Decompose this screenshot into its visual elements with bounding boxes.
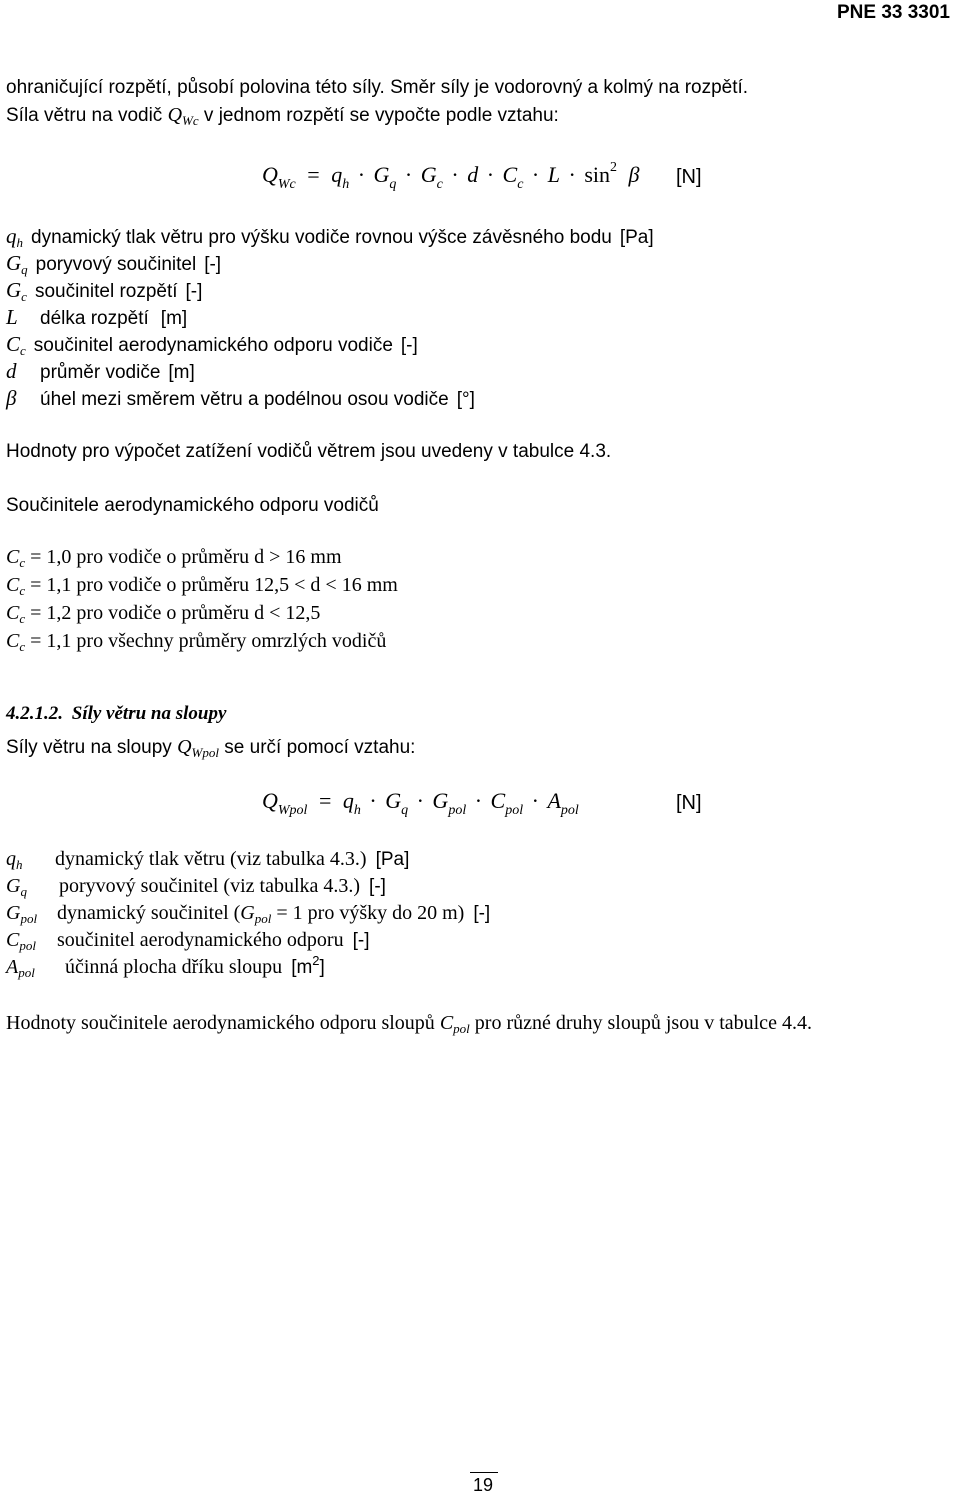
eq2-lhs-sub: Wpol <box>277 803 308 818</box>
poles-intro-post: se určí pomocí vztahu: <box>219 737 416 758</box>
coefficient-symbol: C <box>6 574 20 596</box>
eq1-q-sub: h <box>342 177 350 192</box>
coefficient-row <box>6 630 398 658</box>
definition-symbol-sub: pol <box>20 911 38 926</box>
eq2-lhs: Q <box>262 788 278 813</box>
section-title: Síly větru na sloupy <box>71 703 227 724</box>
definition-unit <box>291 953 325 978</box>
section-heading <box>6 702 226 726</box>
definition-row <box>6 875 490 902</box>
definition-symbol: C <box>6 929 20 951</box>
definition-unit: [-] <box>185 281 203 302</box>
section-number: 4.2.1.2. <box>6 703 63 724</box>
definition-inline-symbol-sub: pol <box>254 911 272 926</box>
definition-row <box>6 305 654 332</box>
definition-symbol: q <box>6 848 16 870</box>
unit-close: ] <box>319 957 325 978</box>
intro-line-2 <box>6 103 559 128</box>
poles-intro <box>6 734 415 761</box>
coefficient-symbol-sub: c <box>19 639 26 654</box>
intro-line-2-pre: Síla větru na vodič <box>6 105 168 126</box>
eq1-q: q <box>331 162 343 187</box>
eq1-cc-sub: c <box>517 177 524 192</box>
definition-unit: [Pa] <box>375 849 410 870</box>
definition-description: součinitel aerodynamického odporu <box>57 929 344 951</box>
definitions-poles <box>6 848 490 983</box>
unit-exponent: 2 <box>312 953 320 968</box>
definition-description: průměr vodiče <box>40 362 161 383</box>
definition-unit: [-] <box>473 903 491 924</box>
definition-unit: [m] <box>168 362 195 383</box>
coefficient-row <box>6 602 398 630</box>
coefficient-row <box>6 574 398 602</box>
eq2-cpol: C <box>490 788 506 813</box>
definition-symbol: A <box>6 956 19 978</box>
eq2-q: q <box>342 788 354 813</box>
definition-symbol-sub: h <box>16 235 23 250</box>
definition-symbol-sub: q <box>21 262 28 277</box>
final-paragraph-symbol: C <box>439 1012 454 1034</box>
definition-inline-symbol: G <box>240 902 255 924</box>
definition-symbol-sub: pol <box>18 965 35 980</box>
coefficient-text: = 1,2 pro vodiče o průměru d < 12,5 <box>25 602 321 624</box>
definition-description: účinná plocha dříku sloupu <box>65 956 283 978</box>
poles-intro-symbol: Q <box>177 736 192 758</box>
definition-unit: [-] <box>369 876 386 897</box>
eq1-d: d <box>467 162 479 187</box>
eq1-sin: sin <box>584 162 611 187</box>
eq1-l: L <box>547 162 560 187</box>
eq1-beta: β <box>628 162 640 187</box>
definition-unit: [m] <box>160 308 188 329</box>
eq1-gq: G <box>373 162 390 187</box>
definition-row <box>6 251 654 278</box>
coefficients-heading: Součinitele aerodynamického odporu vodičů <box>6 495 379 516</box>
final-paragraph-pre: Hodnoty součinitele aerodynamického odporu sloupů <box>6 1012 440 1034</box>
eq2-apol-sub: pol <box>560 803 579 818</box>
eq2-equals: = <box>318 788 332 813</box>
definition-row <box>6 929 490 956</box>
definition-row <box>6 278 654 305</box>
coefficient-symbol: C <box>6 602 20 624</box>
eq1-gc-sub: c <box>436 177 443 192</box>
coefficient-list <box>6 546 398 658</box>
eq2-cpol-sub: pol <box>505 803 524 818</box>
definition-symbol: L <box>6 305 18 329</box>
eq1-unit: [N] <box>676 166 702 188</box>
footer-rule <box>470 1472 498 1473</box>
intro-line-1: ohraničující rozpětí, působí polovina této síly. Směr síly je vodorovný a kolmý na rozpětí. <box>6 77 749 98</box>
eq1-cc: C <box>502 162 518 187</box>
coefficient-symbol: C <box>6 630 20 652</box>
definition-description: poryvový součinitel (viz tabulka 4.3.) <box>59 875 361 897</box>
definition-description: součinitel rozpětí <box>34 281 178 302</box>
eq2-q-sub: h <box>353 803 361 818</box>
document-code: PNE 33 3301 <box>836 2 950 23</box>
definition-symbol: d <box>6 359 17 383</box>
definition-unit: [-] <box>400 335 418 356</box>
coefficient-text: = 1,1 pro vodiče o průměru 12,5 < d < 16 mm <box>25 574 398 596</box>
definition-symbol: β <box>6 386 17 410</box>
definition-row <box>6 953 490 983</box>
definition-description: poryvový součinitel <box>35 254 197 275</box>
definition-symbol: G <box>6 251 22 275</box>
definition-symbol: G <box>6 875 21 897</box>
definition-symbol: q <box>6 224 17 248</box>
definition-unit: [Pa] <box>619 227 654 248</box>
eq1-gq-sub: q <box>389 177 397 192</box>
eq1-lhs-sub: Wc <box>277 177 296 192</box>
intro-line-2-post: v jednom rozpětí se vypočte podle vztahu: <box>198 105 559 126</box>
definitions-conductor <box>6 224 654 413</box>
definition-symbol-sub: q <box>20 884 27 899</box>
definition-symbol: G <box>6 278 22 302</box>
definition-unit: [°] <box>456 389 475 410</box>
definition-row <box>6 848 490 875</box>
final-paragraph-symbol-sub: pol <box>453 1021 470 1036</box>
definition-row <box>6 386 654 413</box>
eq2-gq-sub: q <box>401 803 409 818</box>
final-paragraph <box>6 1010 812 1036</box>
equation-wind-on-conductor: $Q_{Wc} = q_h \cdot G_q \cdot G_c \cdot d \cdot C_c \cdot L \cdot \sin^2 \beta$ <box>262 160 640 192</box>
eq2-gq: G <box>385 788 402 813</box>
definition-symbol-sub: h <box>16 857 23 872</box>
definition-description: dynamický tlak větru pro výšku vodiče rovnou výšce závěsného bodu <box>31 227 612 248</box>
eq1-equals: = <box>307 162 320 187</box>
eq1-gc: G <box>420 162 437 187</box>
coefficient-symbol-sub: c <box>19 555 26 570</box>
eq1-sin-exp: 2 <box>610 160 618 175</box>
poles-intro-pre: Síly větru na sloupy <box>6 737 178 758</box>
coefficient-row <box>6 546 398 574</box>
coefficient-symbol: C <box>6 546 20 568</box>
eq2-gpol-sub: pol <box>448 803 467 818</box>
definition-description: součinitel aerodynamického odporu vodiče <box>33 335 393 356</box>
definition-description: dynamický tlak větru (viz tabulka 4.3.) <box>55 848 367 870</box>
definition-symbol-sub: c <box>20 343 26 358</box>
definition-symbol-sub: c <box>21 289 27 304</box>
definition-symbol: C <box>6 332 21 356</box>
eq1-lhs: Q <box>262 162 278 187</box>
values-paragraph: Hodnoty pro výpočet zatížení vodičů větrem jsou uvedeny v tabulce 4.3. <box>6 441 612 462</box>
unit-base: [m <box>291 957 313 978</box>
definition-row <box>6 902 490 929</box>
definition-row <box>6 359 654 386</box>
definition-row <box>6 224 654 251</box>
definition-unit: [-] <box>204 254 222 275</box>
coefficient-symbol-sub: c <box>19 583 26 598</box>
definition-symbol: G <box>6 902 21 924</box>
page-number: 19 <box>473 1475 494 1495</box>
equation-wind-on-poles: $Q_{Wpol} = q_h \cdot G_q \cdot G_{pol} \cdot C_{pol} \cdot A_{pol}$ <box>262 788 579 818</box>
intro-symbol: Q <box>167 104 183 126</box>
eq2-gpol: G <box>432 788 449 813</box>
definition-row <box>6 332 654 359</box>
definition-description: dynamický součinitel ( <box>57 902 241 924</box>
definition-description: úhel mezi směrem větru a podélnou osou vodiče <box>40 389 449 410</box>
definition-unit: [-] <box>352 930 370 951</box>
final-paragraph-post: pro různé druhy sloupů jsou v tabulce 4.4. <box>469 1012 812 1034</box>
eq2-apol: A <box>547 788 561 813</box>
intro-symbol-sub: Wc <box>182 113 199 128</box>
definition-description-tail: = 1 pro výšky do 20 m) <box>271 902 465 924</box>
coefficient-text: = 1,1 pro všechny průměry omrzlých vodičů <box>25 630 387 652</box>
eq2-unit: [N] <box>676 792 702 814</box>
coefficient-text: = 1,0 pro vodiče o průměru d > 16 mm <box>25 546 342 568</box>
definition-symbol-sub: pol <box>19 938 36 953</box>
poles-intro-symbol-sub: Wpol <box>191 745 219 760</box>
definition-description: délka rozpětí <box>40 308 149 329</box>
coefficient-symbol-sub: c <box>19 611 26 626</box>
